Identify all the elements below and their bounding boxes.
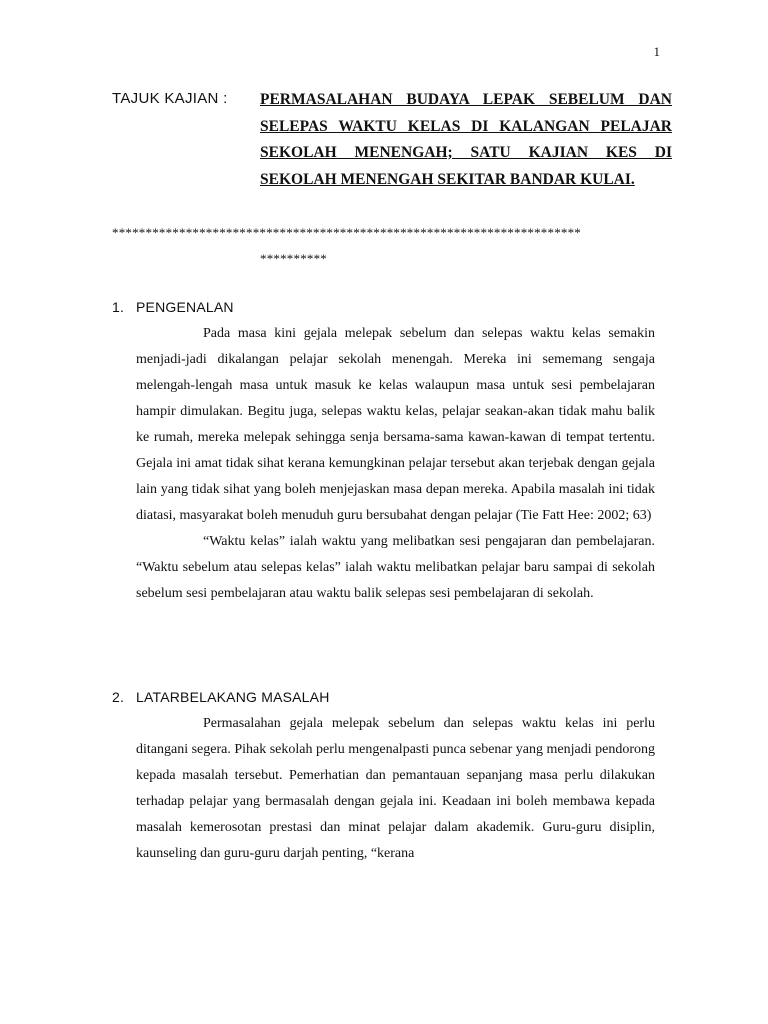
section-heading-pengenalan [112, 299, 234, 315]
section-title: LATARBELAKANG MASALAH [136, 689, 330, 705]
section-number: 1. [112, 299, 125, 315]
title-line: SEKOLAH MENENGAH; SATU KAJIAN KES DI [260, 144, 672, 161]
paragraph: Pada masa kini gejala melepak sebelum dan selepas waktu kelas semakin menjadi-jadi dikalangan pelajar sekolah menengah. Mereka ini sememang sengaja melengah-lengah masa untuk masuk ke kelas walaupun masa untuk sesi pembelajaran hampir dimulakan. Begitu juga, selepas waktu kelas, pelajar seakan-akan tidak mahu balik ke rumah, mereka melepak sehingga senja bersama-sama kawan-kawan di tempat tertentu. Gejala ini amat tidak sihat kerana kemungkinan pelajar tersebut akan terjebak dengan gejala lain yang tidak sihat yang boleh menjejaskan masa depan mereka. Apabila masalah ini tidak diatasi, masyarakat boleh menuduh guru bersubahat dengan pelajar (Tie Fatt Hee: 2002; 63) [136, 326, 655, 523]
section-heading-latarbelakang [112, 689, 330, 705]
title-line: SEKOLAH MENENGAH SEKITAR BANDAR KULAI. [260, 170, 635, 188]
title-text [260, 90, 672, 196]
paragraph: “Waktu kelas” ialah waktu yang melibatkan sesi pengajaran dan pembelajaran. “Waktu sebelum atau selepas kelas” ialah waktu melibatkan pelajar baru sampai di sekolah sebelum sesi pembelajaran atau waktu balik selepas sesi pembelajaran di sekolah. [136, 534, 655, 601]
separator-line: ********** [260, 251, 327, 266]
section-body-pengenalan [136, 321, 655, 607]
paragraph: Permasalahan gejala melepak sebelum dan selepas waktu kelas ini perlu ditangani segera. Pihak sekolah perlu mengenalpasti punca sebenar yang menjadi pendorong kepada masalah tersebut. Pemerhatian dan pemantauan sepanjang masa perlu dilakukan terhadap pelajar yang bermasalah dengan gejala ini. Keadaan ini boleh membawa kepada masalah kemerosotan prestasi dan minat pelajar dalam akademik. Guru-guru disiplin, kaunseling dan guru-guru darjah penting, “kerana [136, 716, 655, 861]
section-title: PENGENALAN [136, 299, 234, 315]
section-number: 2. [112, 689, 125, 705]
section-body-latarbelakang [136, 711, 655, 867]
title-line: PERMASALAHAN BUDAYA LEPAK SEBELUM DAN [260, 91, 672, 108]
asterisk-separator [112, 220, 672, 272]
page-number: 1 [653, 44, 660, 59]
separator-line: ********************************************************************** [112, 225, 581, 240]
title-label: TAJUK KAJIAN : [112, 90, 228, 107]
title-line: SELEPAS WAKTU KELAS DI KALANGAN PELAJAR [260, 117, 672, 135]
